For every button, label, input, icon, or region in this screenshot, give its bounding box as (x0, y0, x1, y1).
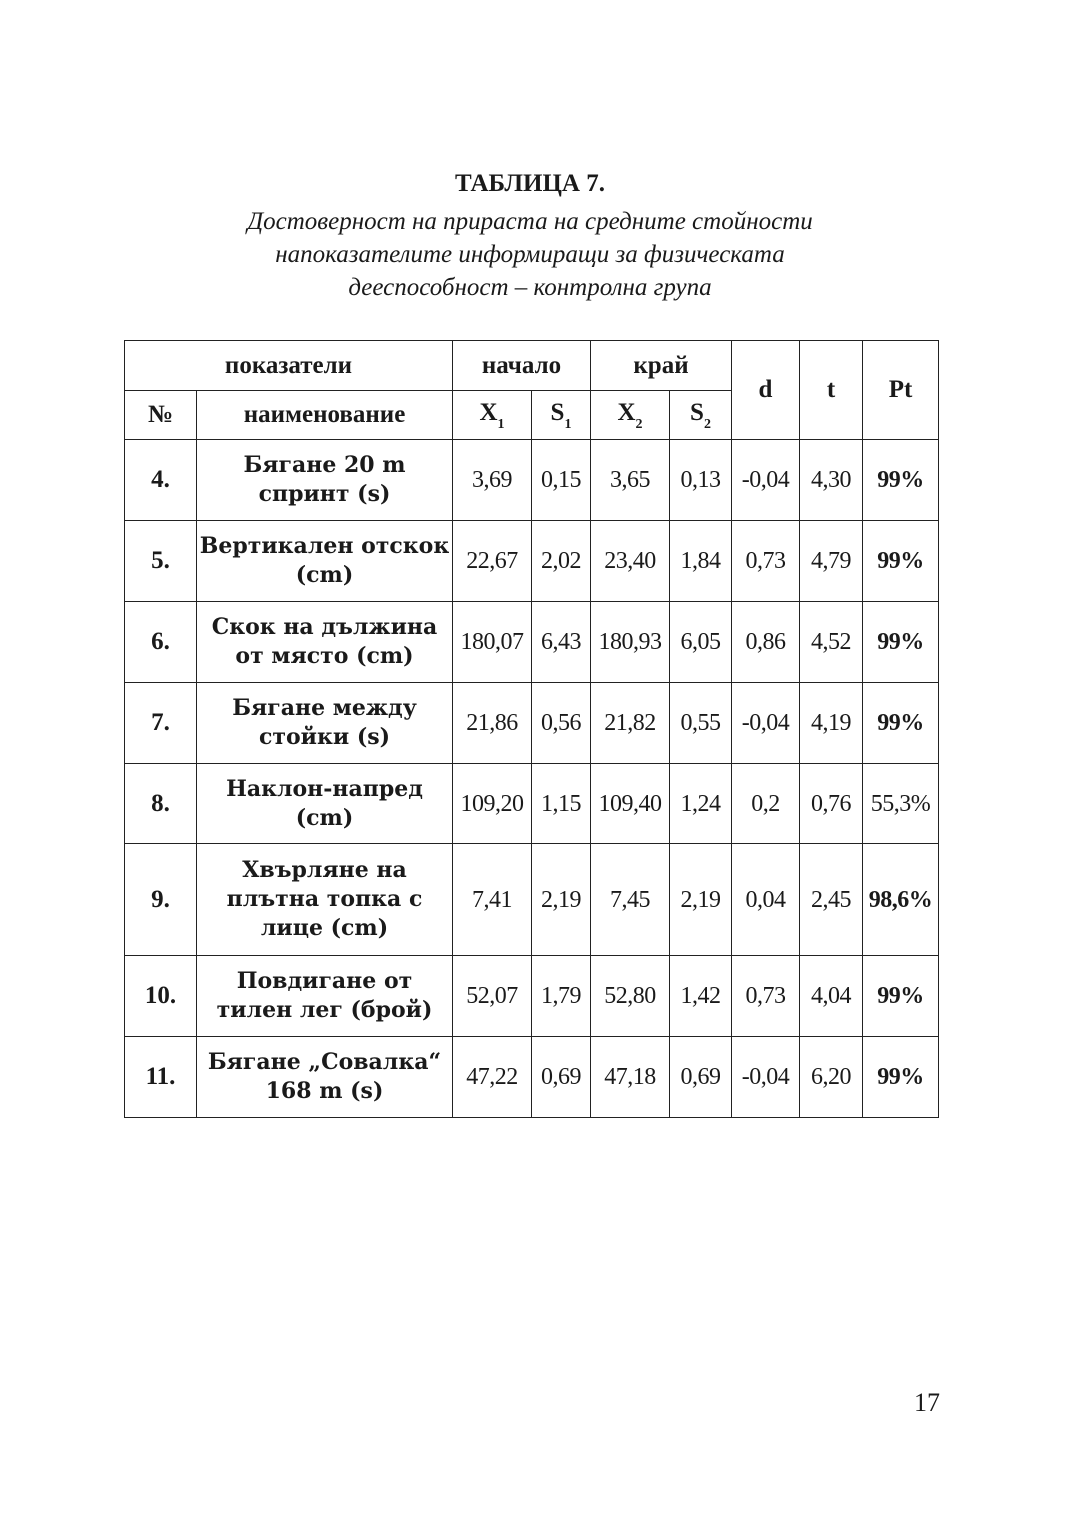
cell-x1: 52,07 (453, 956, 532, 1037)
page-number: 17 (914, 1388, 940, 1417)
cell-x2: 21,82 (591, 683, 670, 764)
table-title: ТАБЛИЦА 7. (455, 170, 605, 197)
cell-x2: 52,80 (591, 956, 670, 1037)
cell-s2: 1,84 (670, 521, 732, 602)
cell-d: -0,04 (732, 1037, 800, 1118)
cell-d: -0,04 (732, 440, 800, 521)
cell-s2: 0,55 (670, 683, 732, 764)
cell-no: 11. (125, 1037, 197, 1118)
header-end: край (591, 341, 732, 391)
cell-d: -0,04 (732, 683, 800, 764)
cell-s1: 2,19 (532, 844, 591, 956)
cell-x2: 47,18 (591, 1037, 670, 1118)
table-row (125, 683, 939, 764)
cell-s2: 0,13 (670, 440, 732, 521)
cell-x2: 109,40 (591, 764, 670, 844)
header-x1: $X_1$ (453, 391, 532, 440)
cell-no: 5. (125, 521, 197, 602)
cell-s2: 1,42 (670, 956, 732, 1037)
cell-s1: 6,43 (532, 602, 591, 683)
cell-s2: 0,69 (670, 1037, 732, 1118)
cell-s1: 1,79 (532, 956, 591, 1037)
cell-no: 6. (125, 602, 197, 683)
cell-t: 4,52 (800, 602, 863, 683)
header-name: наименование (197, 391, 453, 440)
caption-line: Достоверност на прираста на средните стойности (247, 208, 813, 235)
cell-t: 0,76 (800, 764, 863, 844)
table-row (125, 1037, 939, 1118)
header-start: начало (453, 341, 591, 391)
cell-x1: 7,41 (453, 844, 532, 956)
cell-pt: 99% (863, 521, 939, 602)
cell-no: 9. (125, 844, 197, 956)
cell-x1: 47,22 (453, 1037, 532, 1118)
cell-s2: 1,24 (670, 764, 732, 844)
cell-t: 6,20 (800, 1037, 863, 1118)
cell-name: Хвърляне на плътна топка с лице (cm) (197, 844, 453, 956)
cell-x2: 23,40 (591, 521, 670, 602)
cell-no: 4. (125, 440, 197, 521)
cell-s2: 2,19 (670, 844, 732, 956)
cell-name: Бягане 20 m спринт (s) (197, 440, 453, 521)
cell-d: 0,73 (732, 956, 800, 1037)
caption-line: напоказателите информиращи за физическата (275, 241, 785, 268)
cell-pt: 99% (863, 1037, 939, 1118)
cell-x1: 109,20 (453, 764, 532, 844)
cell-x1: 3,69 (453, 440, 532, 521)
header-s1: $S_1$ (532, 391, 591, 440)
cell-t: 4,79 (800, 521, 863, 602)
cell-pt: 55,3% (863, 764, 939, 844)
cell-t: 4,04 (800, 956, 863, 1037)
cell-pt: 99% (863, 683, 939, 764)
header-x2: $X_2$ (591, 391, 670, 440)
cell-pt: 99% (863, 602, 939, 683)
cell-pt: 99% (863, 440, 939, 521)
cell-s1: 2,02 (532, 521, 591, 602)
cell-name: Наклон-напред (cm) (197, 764, 453, 844)
table-row (125, 956, 939, 1037)
header-d: d (732, 341, 800, 440)
cell-name: Повдигане от тилен лег (брой) (197, 956, 453, 1037)
table-caption (0, 205, 1060, 304)
cell-x2: 7,45 (591, 844, 670, 956)
header-indicators: показатели (125, 341, 453, 391)
cell-no: 10. (125, 956, 197, 1037)
cell-name: Бягане „Совалка“ 168 m (s) (197, 1037, 453, 1118)
cell-name: Вертикален отскок (cm) (197, 521, 453, 602)
cell-x1: 180,07 (453, 602, 532, 683)
cell-s1: 1,15 (532, 764, 591, 844)
cell-s2: 6,05 (670, 602, 732, 683)
header-s2: $S_2$ (670, 391, 732, 440)
cell-s1: 0,56 (532, 683, 591, 764)
cell-x2: 180,93 (591, 602, 670, 683)
cell-d: 0,2 (732, 764, 800, 844)
cell-name: Скок на дължина от място (cm) (197, 602, 453, 683)
table-row (125, 602, 939, 683)
cell-x1: 21,86 (453, 683, 532, 764)
table-row (125, 440, 939, 521)
results-table (124, 340, 939, 1118)
cell-t: 4,19 (800, 683, 863, 764)
cell-x2: 3,65 (591, 440, 670, 521)
cell-d: 0,73 (732, 521, 800, 602)
cell-x1: 22,67 (453, 521, 532, 602)
header-t: t (800, 341, 863, 440)
header-pt: Pt (863, 341, 939, 440)
cell-pt: 99% (863, 956, 939, 1037)
header-no: № (125, 391, 197, 440)
cell-d: 0,04 (732, 844, 800, 956)
table-row (125, 521, 939, 602)
cell-d: 0,86 (732, 602, 800, 683)
cell-t: 2,45 (800, 844, 863, 956)
cell-s1: 0,69 (532, 1037, 591, 1118)
cell-pt: 98,6% (863, 844, 939, 956)
table-row (125, 764, 939, 844)
caption-line: дееспособност – контролна група (348, 274, 712, 301)
table-row (125, 844, 939, 956)
cell-no: 7. (125, 683, 197, 764)
cell-t: 4,30 (800, 440, 863, 521)
cell-name: Бягане между стойки (s) (197, 683, 453, 764)
cell-s1: 0,15 (532, 440, 591, 521)
cell-no: 8. (125, 764, 197, 844)
